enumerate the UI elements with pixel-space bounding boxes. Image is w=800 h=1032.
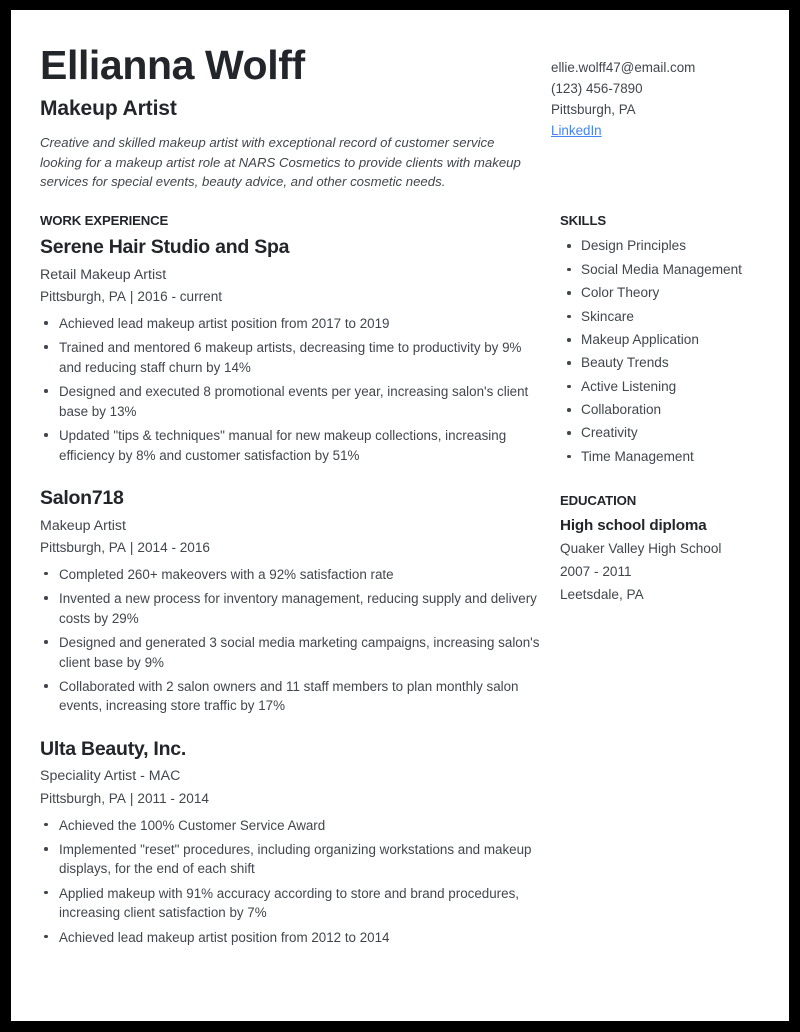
skill-item: Active Listening xyxy=(560,377,775,397)
education-location: Leetsdale, PA xyxy=(560,587,644,603)
work-experience-item xyxy=(40,738,545,947)
job-meta-separator: | xyxy=(129,540,134,556)
resume-header xyxy=(40,44,761,191)
education-dates: 2007 - 2011 xyxy=(560,564,632,580)
skills-list xyxy=(560,236,775,467)
job-meta xyxy=(40,789,545,809)
job-role: Speciality Artist - MAC xyxy=(40,768,181,785)
job-bullet: Invented a new process for inventory management, reducing supply and delivery costs by 29% xyxy=(40,589,545,628)
education-degree: High school diploma xyxy=(560,517,707,535)
work-experience-item xyxy=(40,487,545,716)
skill-item: Design Principles xyxy=(560,236,775,256)
job-location: Pittsburgh, PA xyxy=(40,540,126,556)
job-bullet: Collaborated with 2 salon owners and 11 staff members to plan monthly salon events, increasing store traffic by 17% xyxy=(40,677,545,716)
job-bullet: Achieved lead makeup artist position from 2012 to 2014 xyxy=(40,928,545,947)
job-role: Makeup Artist xyxy=(40,517,126,534)
job-bullet: Designed and generated 3 social media marketing campaigns, increasing salon's client base by 9% xyxy=(40,633,545,672)
job-dates: 2011 - 2014 xyxy=(137,790,209,806)
skills-section xyxy=(560,213,775,467)
education-section xyxy=(560,493,775,605)
skill-item: Collaboration xyxy=(560,400,775,420)
education-school: Quaker Valley High School xyxy=(560,541,722,557)
job-bullet: Updated "tips & techniques" manual for new makeup collections, increasing efficiency by 8% and customer satisfaction by 51% xyxy=(40,426,545,465)
contact-phone: (123) 456-7890 xyxy=(551,81,643,97)
section-heading-work-experience: WORK EXPERIENCE xyxy=(40,213,169,229)
job-dates: 2014 - 2016 xyxy=(137,540,210,556)
work-experience-item xyxy=(40,236,545,465)
job-bullet: Implemented "reset" procedures, including organizing workstations and makeup displays, for the end of each shift xyxy=(40,840,545,879)
job-bullet: Designed and executed 8 promotional events per year, increasing salon's client base by 13% xyxy=(40,382,545,421)
skill-item: Color Theory xyxy=(560,283,775,303)
job-meta xyxy=(40,538,545,558)
job-meta-separator: | xyxy=(129,289,134,305)
employer-name: Serene Hair Studio and Spa xyxy=(40,236,290,259)
employer-name: Salon718 xyxy=(40,487,124,510)
job-dates: 2016 - current xyxy=(137,289,223,305)
page-title: Ellianna Wolff xyxy=(40,42,305,88)
skill-item: Creativity xyxy=(560,423,775,443)
job-bullet: Achieved lead makeup artist position from 2017 to 2019 xyxy=(40,314,545,333)
job-bullet-list xyxy=(40,314,545,465)
job-role: Retail Makeup Artist xyxy=(40,266,167,283)
resume-body xyxy=(40,213,761,947)
section-heading-skills: SKILLS xyxy=(560,213,606,229)
job-bullet: Trained and mentored 6 makeup artists, decreasing time to productivity by 9% and reducing staff churn by 14% xyxy=(40,338,545,377)
section-heading-education: EDUCATION xyxy=(560,493,637,509)
job-location: Pittsburgh, PA xyxy=(40,790,126,806)
header-identity xyxy=(40,44,540,191)
skill-item: Skincare xyxy=(560,307,775,327)
job-bullet: Applied makeup with 91% accuracy according to store and brand procedures, increasing client satisfaction by 7% xyxy=(40,884,545,923)
contact-email: ellie.wolff47@email.com xyxy=(551,60,696,75)
job-location: Pittsburgh, PA xyxy=(40,289,126,305)
skill-item: Time Management xyxy=(560,447,775,467)
sidebar-column xyxy=(560,213,775,947)
skill-item: Beauty Trends xyxy=(560,353,775,373)
skill-item: Social Media Management xyxy=(560,260,775,280)
linkedin-link[interactable]: LinkedIn xyxy=(551,123,602,139)
job-bullet: Achieved the 100% Customer Service Award xyxy=(40,816,545,835)
employer-name: Ulta Beauty, Inc. xyxy=(40,737,187,760)
job-meta xyxy=(40,287,545,307)
professional-summary: Creative and skilled makeup artist with exceptional record of customer service looking for a makeup artist role at NARS Cosmetics to provide clients with makeup services for special events, beauty advice, and other cosmetic needs. xyxy=(40,135,521,189)
job-bullet: Completed 260+ makeovers with a 92% satisfaction rate xyxy=(40,565,545,584)
resume-page xyxy=(11,10,789,1021)
contact-location: Pittsburgh, PA xyxy=(551,102,636,118)
job-meta-separator: | xyxy=(129,790,134,806)
job-bullet-list xyxy=(40,565,545,716)
main-column xyxy=(40,213,545,947)
applicant-job-title: Makeup Artist xyxy=(40,97,177,121)
job-bullet-list xyxy=(40,816,545,948)
skill-item: Makeup Application xyxy=(560,330,775,350)
contact-block xyxy=(551,44,761,141)
